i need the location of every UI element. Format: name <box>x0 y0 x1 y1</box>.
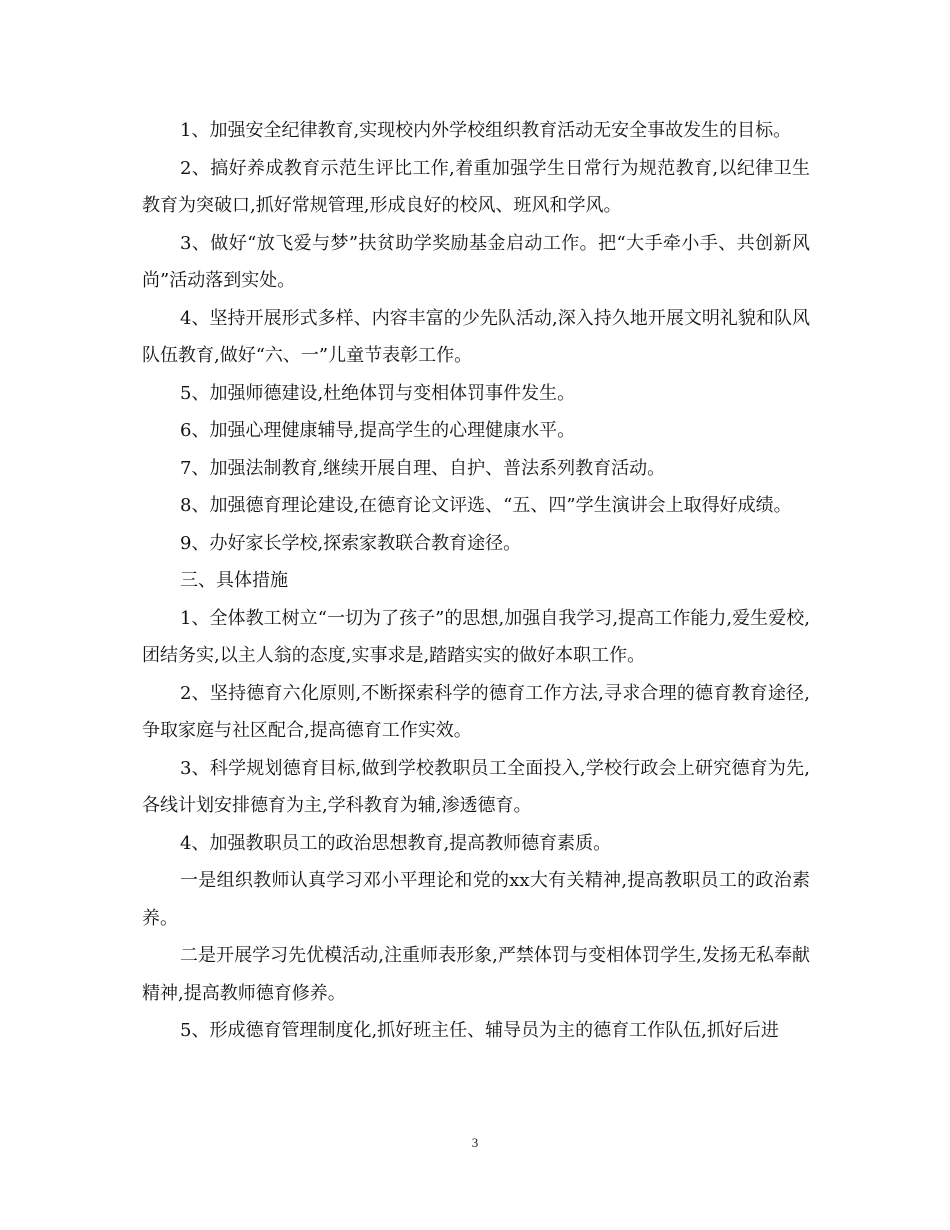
paragraph: 3、科学规划德育目标,做到学校教职员工全面投入,学校行政会上研究德育为先,各线计划安排德育为主,学科教育为辅,渗透德育。 <box>142 757 810 816</box>
paragraph: 4、加强教职员工的政治思想教育,提高教师德育素质。 <box>180 832 612 854</box>
paragraph: 5、形成德育管理制度化,抓好班主任、辅导员为主的德育工作队伍,抓好后进 <box>180 1020 779 1041</box>
paragraph: 2、坚持德育六化原则,不断探索科学的德育工作方法,寻求合理的德育教育途径,争取家庭与社区配合,提高德育工作实效。 <box>142 682 810 741</box>
section-heading: 三、具体措施 <box>180 570 288 591</box>
paragraph: 9、办好家长学校,探索家教联合教育途径。 <box>180 532 522 554</box>
document-body <box>142 112 810 1050</box>
paragraph: 一是组织教师认真学习邓小平理论和党的xx大有关精神,提高教职员工的政治素养。 <box>142 870 810 929</box>
paragraph: 3、做好“放飞爱与梦”扶贫助学奖励基金启动工作。把“大手牵小手、共创新风尚”活动落到实处。 <box>142 232 810 291</box>
paragraph: 4、坚持开展形式多样、内容丰富的少先队活动,深入持久地开展文明礼貌和队风队伍教育,做好“六、一”儿童节表彰工作。 <box>142 307 810 366</box>
paragraph: 1、加强安全纪律教育,实现校内外学校组织教育活动无安全事故发生的目标。 <box>180 120 792 141</box>
paragraph: 8、加强德育理论建设,在德育论文评选、“五、四”学生演讲会上取得好成绩。 <box>180 495 792 516</box>
paragraph: 二是开展学习先优模活动,注重师表形象,严禁体罚与变相体罚学生,发扬无私奉献精神,提高教师德育修养。 <box>142 945 810 1004</box>
paragraph: 6、加强心理健康辅导,提高学生的心理健康水平。 <box>180 420 576 441</box>
paragraph: 5、加强师德建设,杜绝体罚与变相体罚事件发生。 <box>180 382 576 404</box>
paragraph: 1、全体教工树立“一切为了孩子”的思想,加强自我学习,提高工作能力,爱生爱校,团结务实,以主人翁的态度,实事求是,踏踏实实的做好本职工作。 <box>142 607 810 666</box>
paragraph: 2、搞好养成教育示范生评比工作,着重加强学生日常行为规范教育,以纪律卫生教育为突破口,抓好常规管理,形成良好的校风、班风和学风。 <box>142 157 810 216</box>
paragraph: 7、加强法制教育,继续开展自理、自护、普法系列教育活动。 <box>180 457 666 479</box>
page-number: 3 <box>471 1135 479 1150</box>
